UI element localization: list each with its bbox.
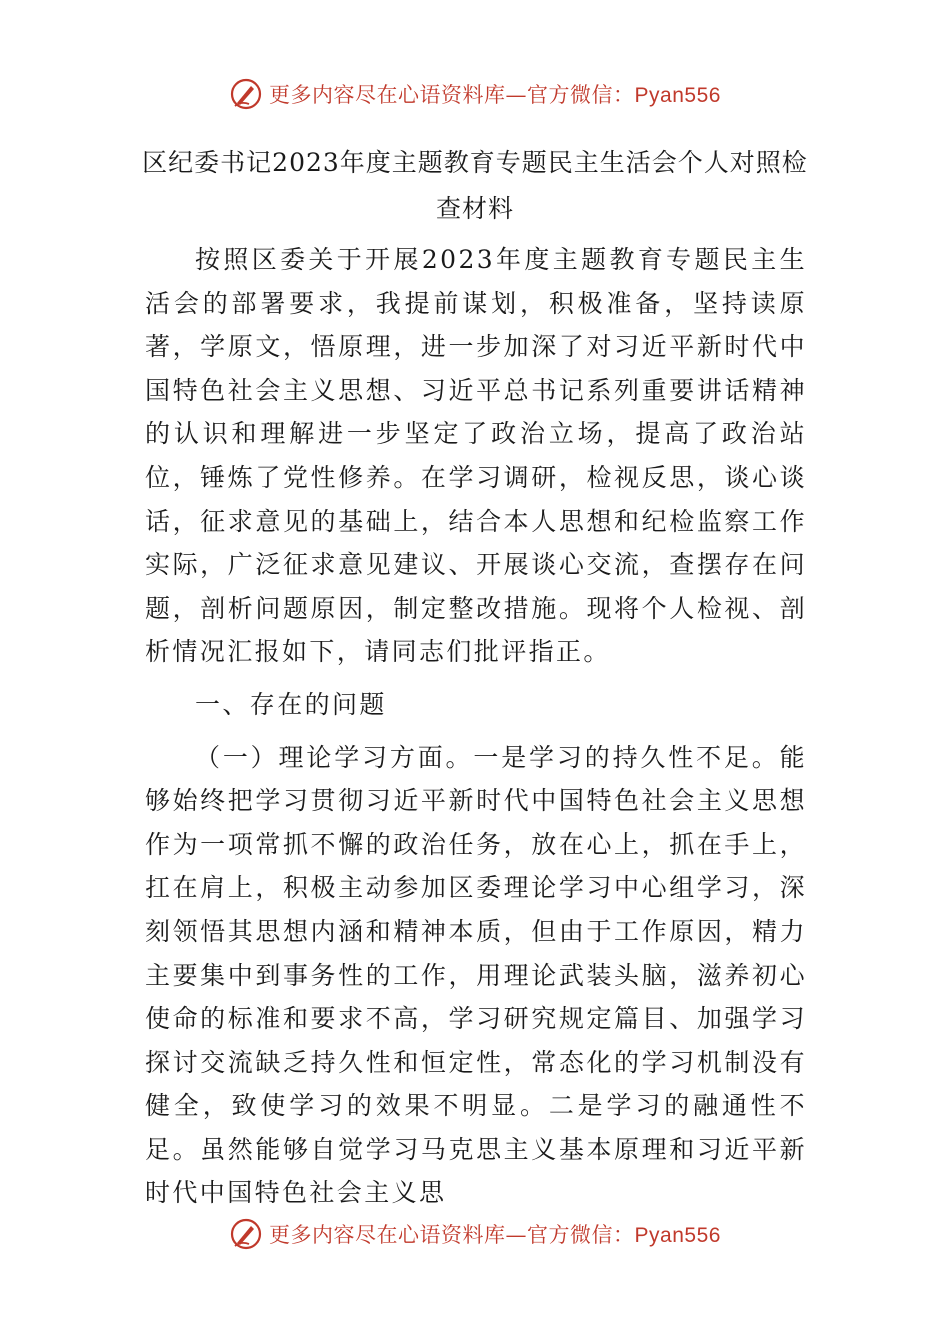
paragraph-intro: 按照区委关于开展2023年度主题教育专题民主生活会的部署要求，我提前谋划，积极准备，坚持读原著，学原文，悟原理，进一步加深了对习近平新时代中国特色社会主义思想、习近平总书记系列重要讲话精神的认识和理解进一步坚定了政治立场，提高了政治站位，锤炼了党性修养。在学习调研，检视反思，谈心谈话，征求意见的基础上，结合本人思想和纪检监察工作实际，广泛征求意见建议、开展谈心交流，查摆存在问题，剖析问题原因，制定整改措施。现将个人检视、剖析情况汇报如下，请同志们批评指正。 [145,245,807,667]
watermark-banner-top [0,74,950,114]
pen-logo-icon [229,1217,263,1251]
pen-logo-icon [229,77,263,111]
watermark-text: 更多内容尽在心语资料库—官方微信：Pyan556 [269,83,721,107]
section-heading: 一、存在的问题 [195,689,387,719]
watermark-text: 更多内容尽在心语资料库—官方微信：Pyan556 [269,1223,721,1247]
document-title: 区纪委书记2023年度主题教育专题民主生活会个人对照检查材料 [142,148,808,223]
document-body [145,238,807,1215]
watermark-banner-bottom [0,1214,950,1254]
paragraph-theory-study: （一）理论学习方面。一是学习的持久性不足。能够始终把学习贯彻习近平新时代中国特色社会主义思想作为一项常抓不懈的政治任务，放在心上，抓在手上，扛在肩上，积极主动参加区委理论学习中心组学习，深刻领悟其思想内涵和精神本质，但由于工作原因，精力主要集中到事务性的工作，用理论武装头脑，滋养初心使命的标准和要求不高，学习研究规定篇目、加强学习探讨交流缺乏持久性和恒定性，常态化的学习机制没有健全，致使学习的效果不明显。二是学习的融通性不足。虽然能够自觉学习马克思主义基本原理和习近平新时代中国特色社会主义思 [145,742,807,1208]
